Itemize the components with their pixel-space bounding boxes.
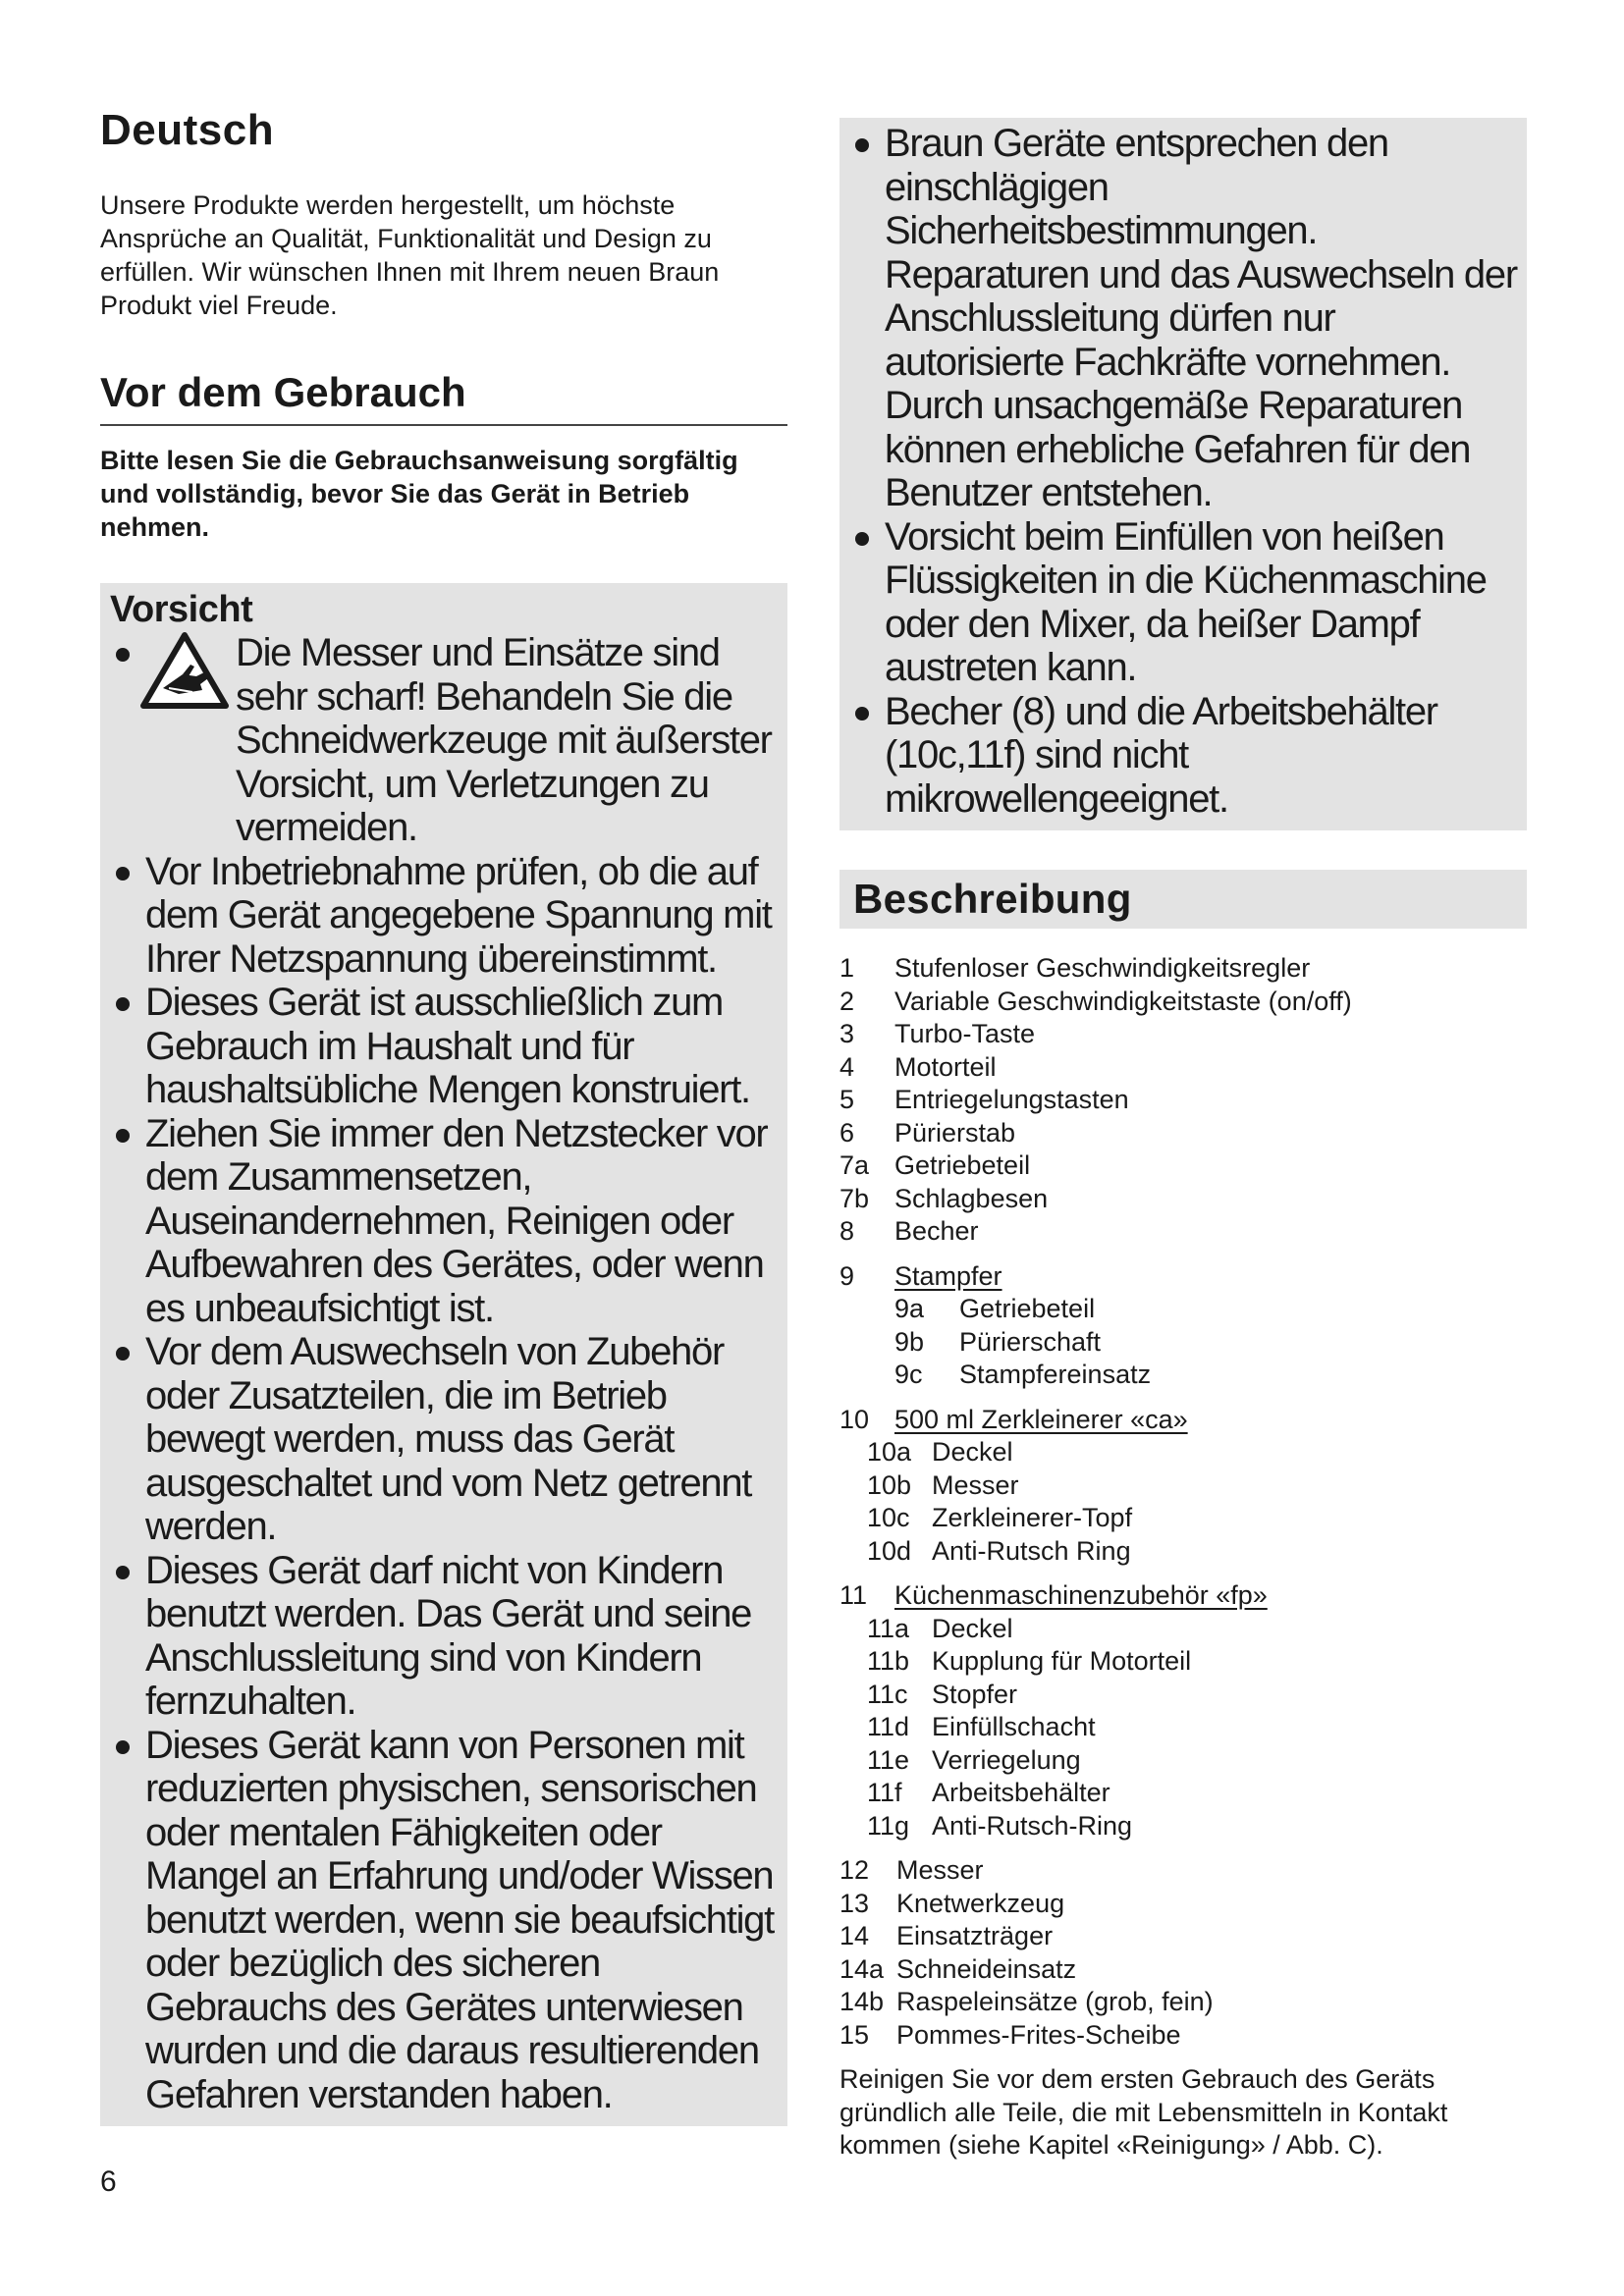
part-item (839, 1920, 1527, 1953)
part-number: 3 (839, 1019, 855, 1048)
part-label: Stampfer (894, 1260, 1002, 1291)
parts-group-10 (839, 1404, 1527, 1569)
sharp-blade-warning-icon (139, 631, 230, 710)
part-number: 9c (894, 1360, 923, 1389)
part-label: Messer (896, 1855, 984, 1885)
part-label: Deckel (932, 1437, 1013, 1467)
part-label: Stampfereinsatz (959, 1360, 1152, 1389)
part-item (839, 1436, 1527, 1469)
part-number: 7a (839, 1150, 870, 1180)
part-label: Stufenloser Geschwindigkeitsregler (894, 953, 1311, 983)
part-item (839, 1326, 1527, 1360)
part-label: Messer (932, 1469, 1019, 1500)
caution-item: Ziehen Sie immer den Netzstecker vor dem Zusammensetzen, Auseinandernehmen, Reinigen oder Aufbewahren des Gerätes, oder wenn es unbeaufsichtigt ist. (110, 1112, 780, 1331)
part-label: Anti-Rutsch-Ring (932, 1810, 1133, 1841)
part-label: Pürierschaft (959, 1326, 1102, 1357)
page-number: 6 (100, 2165, 117, 2198)
part-label: Zerkleinerer-Topf (932, 1503, 1133, 1532)
part-item (839, 1215, 1527, 1249)
caution-item: Vorsicht beim Einfüllen von heißen Flüssigkeiten in die Küchenmaschine oder den Mixer, da heißer Dampf austreten kann. (849, 515, 1517, 690)
part-item (839, 1810, 1527, 1843)
part-label: Raspeleinsätze (grob, fein) (896, 1987, 1214, 2016)
part-label: Turbo-Taste (894, 1019, 1036, 1048)
part-number: 1 (839, 953, 855, 983)
part-item (839, 1404, 1527, 1437)
part-item (839, 1149, 1527, 1183)
part-item (839, 1535, 1527, 1569)
part-item (839, 1117, 1527, 1150)
part-number: 15 (839, 2019, 870, 2050)
part-label: Küchenmaschinenzubehör «fp» (894, 1580, 1268, 1610)
part-label: Deckel (932, 1613, 1013, 1643)
caution-heading: Vorsicht (110, 589, 253, 630)
part-item (839, 1711, 1527, 1744)
part-item (839, 986, 1527, 1019)
caution-list (110, 631, 780, 2116)
right-column (839, 118, 1527, 2189)
part-item (839, 1953, 1527, 1987)
part-label: Getriebeteil (959, 1294, 1096, 1323)
part-item (839, 2019, 1527, 2053)
part-number: 14a (839, 1953, 885, 1984)
part-number: 10b (867, 1469, 912, 1500)
part-label: Kupplung für Motorteil (932, 1646, 1192, 1676)
part-item (839, 1051, 1527, 1085)
caution-box-continued (839, 118, 1527, 830)
part-number: 10 (839, 1404, 870, 1434)
caution-item: Dieses Gerät darf nicht von Kindern benutzt werden. Das Gerät und seine Anschlussleitung sind von Kindern fernzuhalten. (110, 1549, 780, 1724)
part-item (839, 1293, 1527, 1326)
part-number: 10d (867, 1535, 912, 1566)
part-label: Variable Geschwindigkeitstaste (on/off) (894, 986, 1352, 1016)
part-item (839, 1744, 1527, 1778)
part-label: 500 ml Zerkleinerer «ca» (894, 1404, 1188, 1434)
part-number: 10a (867, 1437, 912, 1467)
part-label: Entriegelungstasten (894, 1085, 1129, 1114)
part-number: 13 (839, 1888, 870, 1918)
part-item (839, 1986, 1527, 2019)
part-number: 6 (839, 1117, 855, 1148)
part-number: 9b (894, 1326, 925, 1357)
cleaning-note: Reinigen Sie vor dem ersten Gebrauch des Geräts gründlich alle Teile, die mit Lebensmitteln in Kontakt kommen (siehe Kapitel «Reinigung» / Abb. C). (839, 2064, 1448, 2160)
part-label: Schlagbesen (894, 1183, 1049, 1213)
part-item (839, 1469, 1527, 1503)
part-number: 11f (867, 1778, 902, 1807)
caution-item: Dieses Gerät ist ausschließlich zum Gebrauch im Haushalt und für haushaltsübliche Mengen konstruiert. (110, 981, 780, 1112)
part-label: Stopfer (932, 1679, 1018, 1709)
part-label: Getriebeteil (894, 1150, 1031, 1180)
part-item (839, 1018, 1527, 1051)
caution-item: Becher (8) und die Arbeitsbehälter (10c,11f) sind nicht mikrowellengeeignet. (849, 690, 1517, 822)
part-label: Arbeitsbehälter (932, 1778, 1110, 1807)
part-number: 11b (867, 1646, 910, 1676)
part-item (839, 1260, 1527, 1294)
part-label: Schneideinsatz (896, 1953, 1077, 1984)
part-label: Becher (894, 1216, 979, 1246)
part-number: 10c (867, 1503, 910, 1532)
part-number: 11d (867, 1712, 910, 1741)
part-item (839, 1502, 1527, 1535)
part-number: 11 (839, 1580, 868, 1610)
parts-group-main (839, 952, 1527, 1249)
caution-item (110, 631, 780, 850)
part-item (839, 1645, 1527, 1679)
parts-group-accessories (839, 1854, 1527, 2052)
before-use-heading: Vor dem Gebrauch (100, 369, 787, 426)
part-item (839, 1183, 1527, 1216)
part-number: 11a (867, 1613, 910, 1643)
part-item (839, 952, 1527, 986)
caution-item: Braun Geräte entsprechen den einschlägigen Sicherheitsbestimmungen. Reparaturen und das Auswechseln der Anschlussleitung dürfen nur autorisierte Fachkräfte vornehmen. Durch unsachgemäße Reparaturen können erhebliche Gefahren für den Benutzer entstehen. (849, 122, 1517, 515)
caution-item-text: Die Messer und Einsätze sind sehr scharf! Behandeln Sie die Schneidwerkzeuge mit äußerster Vorsicht, um Verletzungen zu vermeiden. (236, 631, 772, 849)
part-item (839, 1888, 1527, 1921)
part-label: Knetwerkzeug (896, 1888, 1065, 1918)
part-number: 2 (839, 986, 855, 1016)
parts-group-11 (839, 1579, 1527, 1842)
caution-item: Vor dem Auswechseln von Zubehör oder Zusatzteilen, die im Betrieb bewegt werden, muss das Gerät ausgeschaltet und vom Netz getrennt werden. (110, 1330, 780, 1549)
parts-list (839, 952, 1527, 2052)
part-number: 11g (867, 1810, 910, 1841)
part-number: 14b (839, 1987, 885, 2016)
part-item (839, 1359, 1527, 1392)
part-label: Einsatzträger (896, 1921, 1054, 1950)
read-instructions-note: Bitte lesen Sie die Gebrauchsanweisung sorgfältig und vollständig, bevor Sie das Gerät in Betrieb nehmen. (100, 446, 738, 542)
part-number: 8 (839, 1216, 855, 1246)
caution-item: Vor Inbetriebnahme prüfen, ob die auf dem Gerät angegebene Spannung mit Ihrer Netzspannung übereinstimmt. (110, 850, 780, 982)
intro-paragraph: Unsere Produkte werden hergestellt, um höchste Ansprüche an Qualität, Funktionalität und Design zu erfüllen. Wir wünschen Ihnen mit Ihrem neuen Braun Produkt viel Freude. (100, 190, 720, 320)
parts-group-9 (839, 1260, 1527, 1392)
part-item (839, 1777, 1527, 1810)
part-label: Einfüllschacht (932, 1712, 1096, 1741)
caution-list-continued (849, 122, 1517, 821)
caution-item: Dieses Gerät kann von Personen mit reduzierten physischen, sensorischen oder mentalen Fähigkeiten oder Mangel an Erfahrung und/oder Wissen benutzt werden, wenn sie beaufsichtigt oder bezüglich des sicheren Gebrauchs des Gerätes unterwiesen wurden und die daraus resultierenden Gefahren verstanden haben. (110, 1724, 780, 2117)
description-heading: Beschreibung (839, 870, 1527, 929)
part-item (839, 1613, 1527, 1646)
part-number: 11c (867, 1679, 908, 1709)
part-label: Verriegelung (932, 1744, 1081, 1775)
part-label: Pürierstab (894, 1117, 1016, 1148)
part-item (839, 1579, 1527, 1613)
part-number: 5 (839, 1085, 855, 1114)
part-number: 14 (839, 1921, 870, 1950)
part-number: 12 (839, 1855, 870, 1885)
part-number: 4 (839, 1051, 855, 1082)
part-number: 11e (867, 1744, 910, 1775)
part-label: Anti-Rutsch Ring (932, 1535, 1131, 1566)
part-label: Pommes-Frites-Scheibe (896, 2019, 1181, 2050)
part-number: 9 (839, 1260, 855, 1291)
part-number: 7b (839, 1183, 870, 1213)
part-item (839, 1854, 1527, 1888)
part-item (839, 1084, 1527, 1117)
language-heading: Deutsch (100, 106, 275, 154)
part-item (839, 1679, 1527, 1712)
part-number: 9a (894, 1294, 925, 1323)
part-label: Motorteil (894, 1051, 997, 1082)
caution-box (100, 583, 787, 2126)
left-column (100, 106, 787, 2126)
